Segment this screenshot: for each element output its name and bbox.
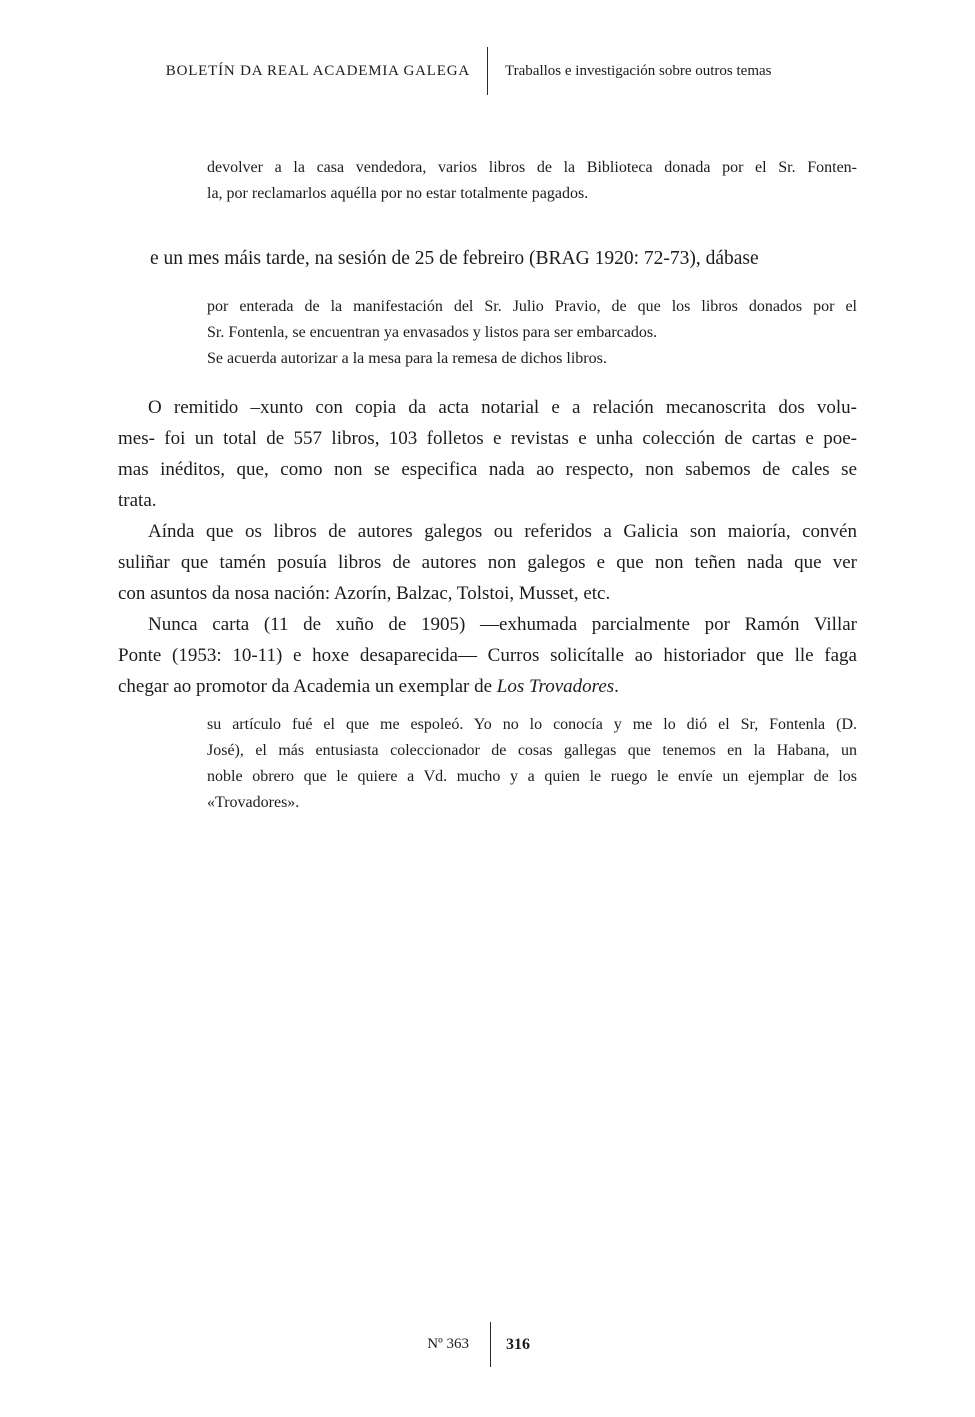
text-line: con asuntos da nosa nación: Azorín, Balzac, Tolstoi, Musset, etc. — [118, 583, 611, 604]
page-header — [0, 47, 975, 95]
text-line: Nunca carta (11 de xuño de 1905) —exhumada parcialmente por Ramón Villar — [148, 614, 857, 635]
section-title: Traballos e investigación sobre outros temas — [505, 62, 772, 79]
page-body — [118, 155, 857, 816]
page-number: 316 — [506, 1335, 530, 1353]
text-line: su artículo fué el que me espoleó. Yo no lo conocía y me lo dió el Sr, Fontenla (D. — [207, 716, 857, 733]
paragraph-ainda — [118, 516, 857, 609]
text-line: trata. — [118, 490, 157, 511]
text-line: «Trovadores». — [207, 794, 300, 811]
issue-number: Nº 363 — [427, 1336, 469, 1352]
journal-title: BOLETÍN DA REAL ACADEMIA GALEGA — [165, 62, 470, 79]
text-line — [118, 671, 857, 702]
paragraph-remitido — [118, 392, 857, 516]
text-line: Ponte (1953: 10-11) e hoxe desaparecida— Curros solicítalle ao historiador que lle faga — [118, 645, 857, 666]
block-quote-3 — [207, 712, 857, 816]
block-quote-1 — [207, 155, 857, 207]
continuation-line: e un mes máis tarde, na sesión de 25 de febreiro (BRAG 1920: 72-73), dábase — [150, 248, 759, 269]
text-segment: chegar ao promotor da Academia un exemplar de — [118, 676, 497, 697]
text-line: O remitido –xunto con copia da acta notarial e a relación mecanoscrita dos volu- — [148, 397, 857, 418]
text-line: mas inéditos, que, como non se especifica nada ao respecto, non sabemos de cales se — [118, 459, 857, 480]
text-line: suliñar que tamén posuía libros de autores non galegos e que non teñen nada que ver — [118, 552, 857, 573]
text-line: mes- foi un total de 557 libros, 103 folletos e revistas e unha colección de cartas e poe- — [118, 428, 857, 449]
block-quote-2 — [207, 294, 857, 372]
text-line: Se acuerda autorizar a la mesa para la remesa de dichos libros. — [207, 350, 607, 367]
text-segment: . — [614, 676, 619, 697]
book-title: Los Trovadores — [496, 676, 615, 697]
text-line: Sr. Fontenla, se encuentran ya envasados y listos para ser embarcados. — [207, 324, 658, 341]
text-line: devolver a la casa vendedora, varios libros de la Biblioteca donada por el Sr. Fonten- — [207, 159, 857, 176]
paragraph-nunca — [118, 609, 857, 702]
text-line: Aínda que os libros de autores galegos ou referidos a Galicia son maioría, convén — [148, 521, 857, 542]
page-footer — [0, 1322, 975, 1367]
main-text-block — [118, 392, 857, 702]
text-line: por enterada de la manifestación del Sr. Julio Pravio, de que los libros donados por el — [207, 298, 857, 315]
text-line: José), el más entusiasta coleccionador de cosas gallegas que tenemos en la Habana, un — [207, 742, 857, 759]
text-line: la, por reclamarlos aquélla por no estar totalmente pagados. — [207, 185, 589, 202]
text-line: noble obrero que le quiere a Vd. mucho y a quien le ruego le envíe un ejemplar de los — [207, 768, 857, 785]
